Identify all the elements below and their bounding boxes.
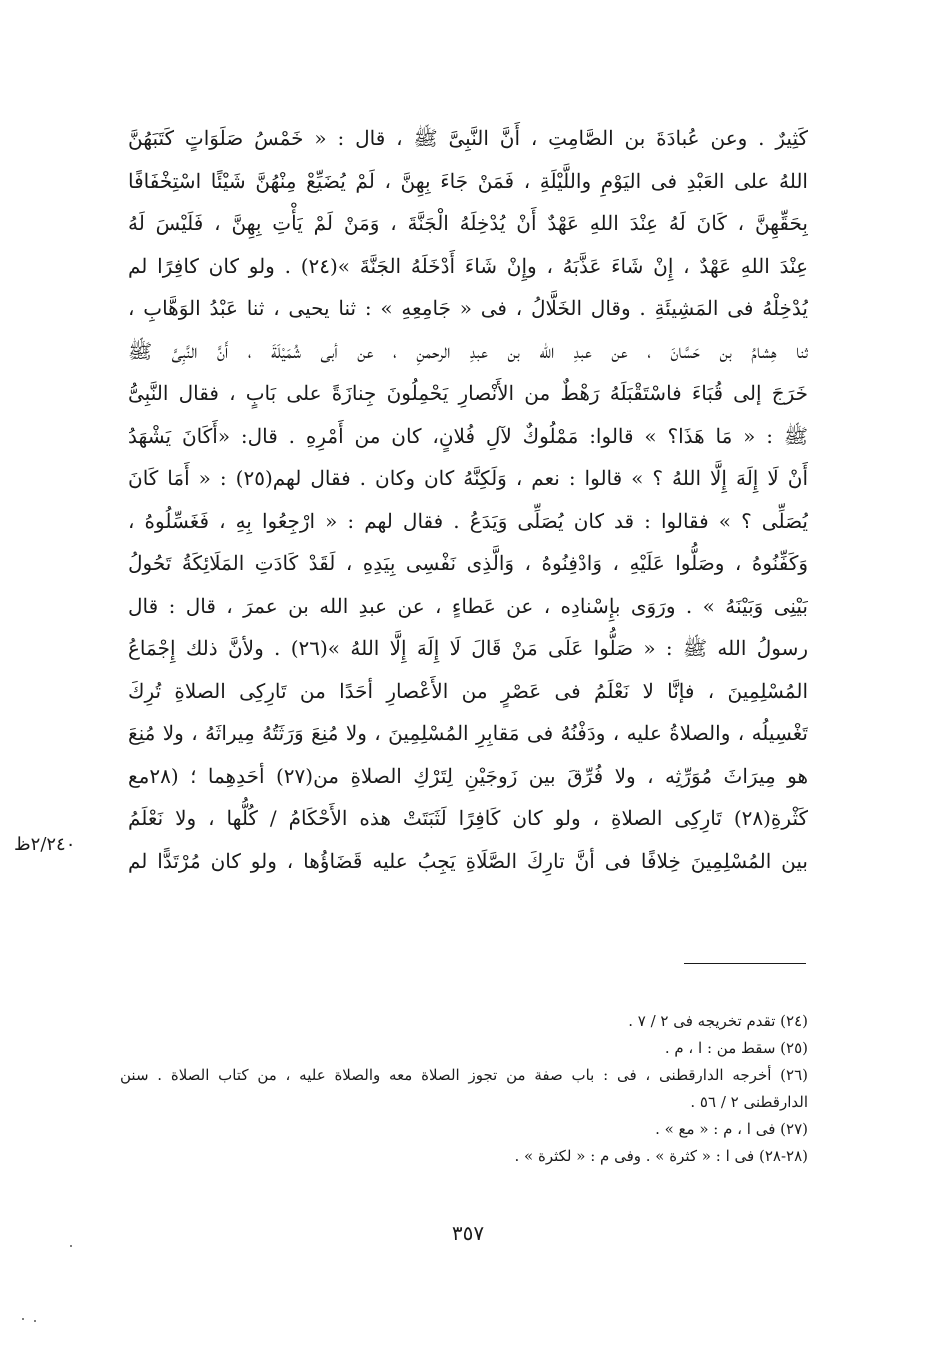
footnote-separator <box>684 963 806 964</box>
scan-speck <box>70 1245 72 1247</box>
text-line: يُدْخِلْهُ فى المَشِيئَةِ . وقال الخَلَّالُ ، فى « جَامِعِهِ » : ثنا يحيى ، ثنا عَبْدُ الوَهَّابِ ، <box>128 296 808 320</box>
footnote: (٢٦) أخرجه الدارقطنى ، فى : باب صفة من تجوز الصلاة معه والصلاة عليه ، من كتاب الصلاة . سنن <box>120 1066 808 1084</box>
text-line: بَيْنِى وَبَيْنَهُ » . ورَوَى بإِسْنادِه ، عن عَطاءٍ ، عن عبدِ الله بن عمرَ ، قال : قال <box>128 593 808 618</box>
text-line: ثنا هِشامُ بن حَسَّانَ ، عن عبدِ الله بن عبدِ الرحمنِ ، عن أبى شُمَيْلَةَ ، أَنَّ النَّبِىَّ ﷺ <box>128 338 808 363</box>
text-line: اللهُ على العَبْدِ فى اليَوْمِ واللَّيْلَةِ ، فَمَنْ جَاءَ بِهِنَّ ، لَمْ يُضَيِّعْ مِنْهُنَّ شَيْئًا اسْتِخْفَافًا <box>128 168 808 193</box>
scan-speck <box>34 1320 36 1322</box>
page-number: ٣٥٧ <box>451 1221 485 1245</box>
text-line: وَكَفِّنُوهُ ، وصَلُّوا عَلَيْهِ ، وَادْفِنُوهُ ، وَالَّذِى نَفْسِى بِيَدِهِ ، لَقَدْ كَادَتِ المَلَائِكَةُ تَحُولُ <box>128 551 808 575</box>
text-line: خَرَجَ إلى قُبَاءَ فاسْتَقْبَلَهُ رَهْطٌ من الأَنْصارِ يَحْمِلُونَ جِنازَةً على بَابٍ ، فقال النَّبِىُّ <box>128 381 808 405</box>
text-line: يُصَلِّى ؟ » فقالوا : قد كان يُصَلِّى وَيَدَعُ . فقال لهم : « ارْجِعُوا بِهِ ، فَغَسِّلُوهُ ، <box>128 508 808 533</box>
scan-speck <box>22 1318 24 1320</box>
text-line: المُسْلِمِينَ ، فإنَّا لا نَعْلَمُ فى عَصْرٍ من الأَعْصارِ أحَدًا من تَارِكِى الصلاةِ تُرِكَ <box>128 678 808 703</box>
text-line: كَثِيرٌ . وعن عُبادَةَ بن الصَّامِتِ ، أَنَّ النَّبِىَّ ﷺ ، قال : « خَمْسُ صَلَوَاتٍ كَتَبَهُنَّ <box>128 126 808 150</box>
footnote: (٢٧) فى ا ، م : « مع » . <box>655 1120 808 1138</box>
text-line: أَنْ لَا إِلَهَ إِلَّا اللهُ ؟ » قالوا : نعم ، وَلَكِنَّهُ كان وكان . فقال لهم(٢٥) : « أَمَا كَانَ <box>128 466 808 490</box>
text-line: بِحَقِّهِنَّ ، كَانَ لَهُ عِنْدَ اللهِ عَهْدٌ أَنْ يُدْخِلَهُ الْجَنَّةَ ، وَمَنْ لَمْ يَأْتِ بِهِنَّ ، فَلَيْسَ لَهُ <box>128 211 808 235</box>
text-line: بين المُسْلِمِينَ خِلافًا فى أنَّ تارِكَ الصَّلَاةِ يَجِبُ عليه قَضَاؤُها ، ولو كان مُرْتَدًّا لم <box>128 848 808 873</box>
footnote: (٢٥) سقط من : ا ، م . <box>664 1039 808 1057</box>
text-line: رسولُ الله ﷺ : « صَلُّوا عَلَى مَنْ قَالَ لَا إِلَهَ إِلَّا اللهُ »(٢٦) . ولأنَّ ذلك إِجْمَاعُ <box>128 636 808 660</box>
footnote-continuation: الدارقطنى ٢ / ٥٦ . <box>690 1093 808 1111</box>
text-line: ﷺ : « مَا هَذَا؟ » قالوا: مَمْلُوكٌ لآلِ فُلانٍ، كان من أَمْرِهِ . قال: «أَكَانَ يَشْهَدُ <box>128 423 808 448</box>
text-line: كَثْرةِ(٢٨) تَارِكِى الصلاةِ ، ولو كان كَافِرًا لَثَبَتَتْ هذه الأَحْكَامُ / كُلُّها ، ولا نَعْلَمُ <box>128 806 808 830</box>
text-line: تَغْسِيلُه ، والصلاةُ عليه ، ودَفْنُهُ فى مَقابِرِ المُسْلِمِينَ ، ولا مُنِعَ وَرَثَتُهُ مِيراثَهُ ، ولا مُنِعَ <box>128 721 808 745</box>
margin-reference: ٢/٢٤٠ظ <box>14 834 76 855</box>
footnotes-block <box>120 1008 808 1170</box>
footnote: (٢٨-٢٨) فى ا : « كثرة » . وفى م : « لكثرة » . <box>514 1147 808 1165</box>
text-line: هو مِيرَاثَ مُوَرِّثِه ، ولا فُرِّقَ بين زَوجَيْنِ لِتَرْكِ الصلاةِ من(٢٧) أحَدِهِما ؛ (٢٨مع <box>128 763 808 788</box>
footnote: (٢٤) تقدم تخريجه فى ٢ / ٧ . <box>628 1012 808 1030</box>
main-text-block <box>128 117 808 882</box>
text-line: عِنْدَ اللهِ عَهْدٌ ، إِنْ شَاءَ عَذَّبَهُ ، وإِنْ شَاءَ أَدْخَلَهُ الجَنَّةَ »(٢٤) . ولو كان كافِرًا لم <box>128 253 808 278</box>
